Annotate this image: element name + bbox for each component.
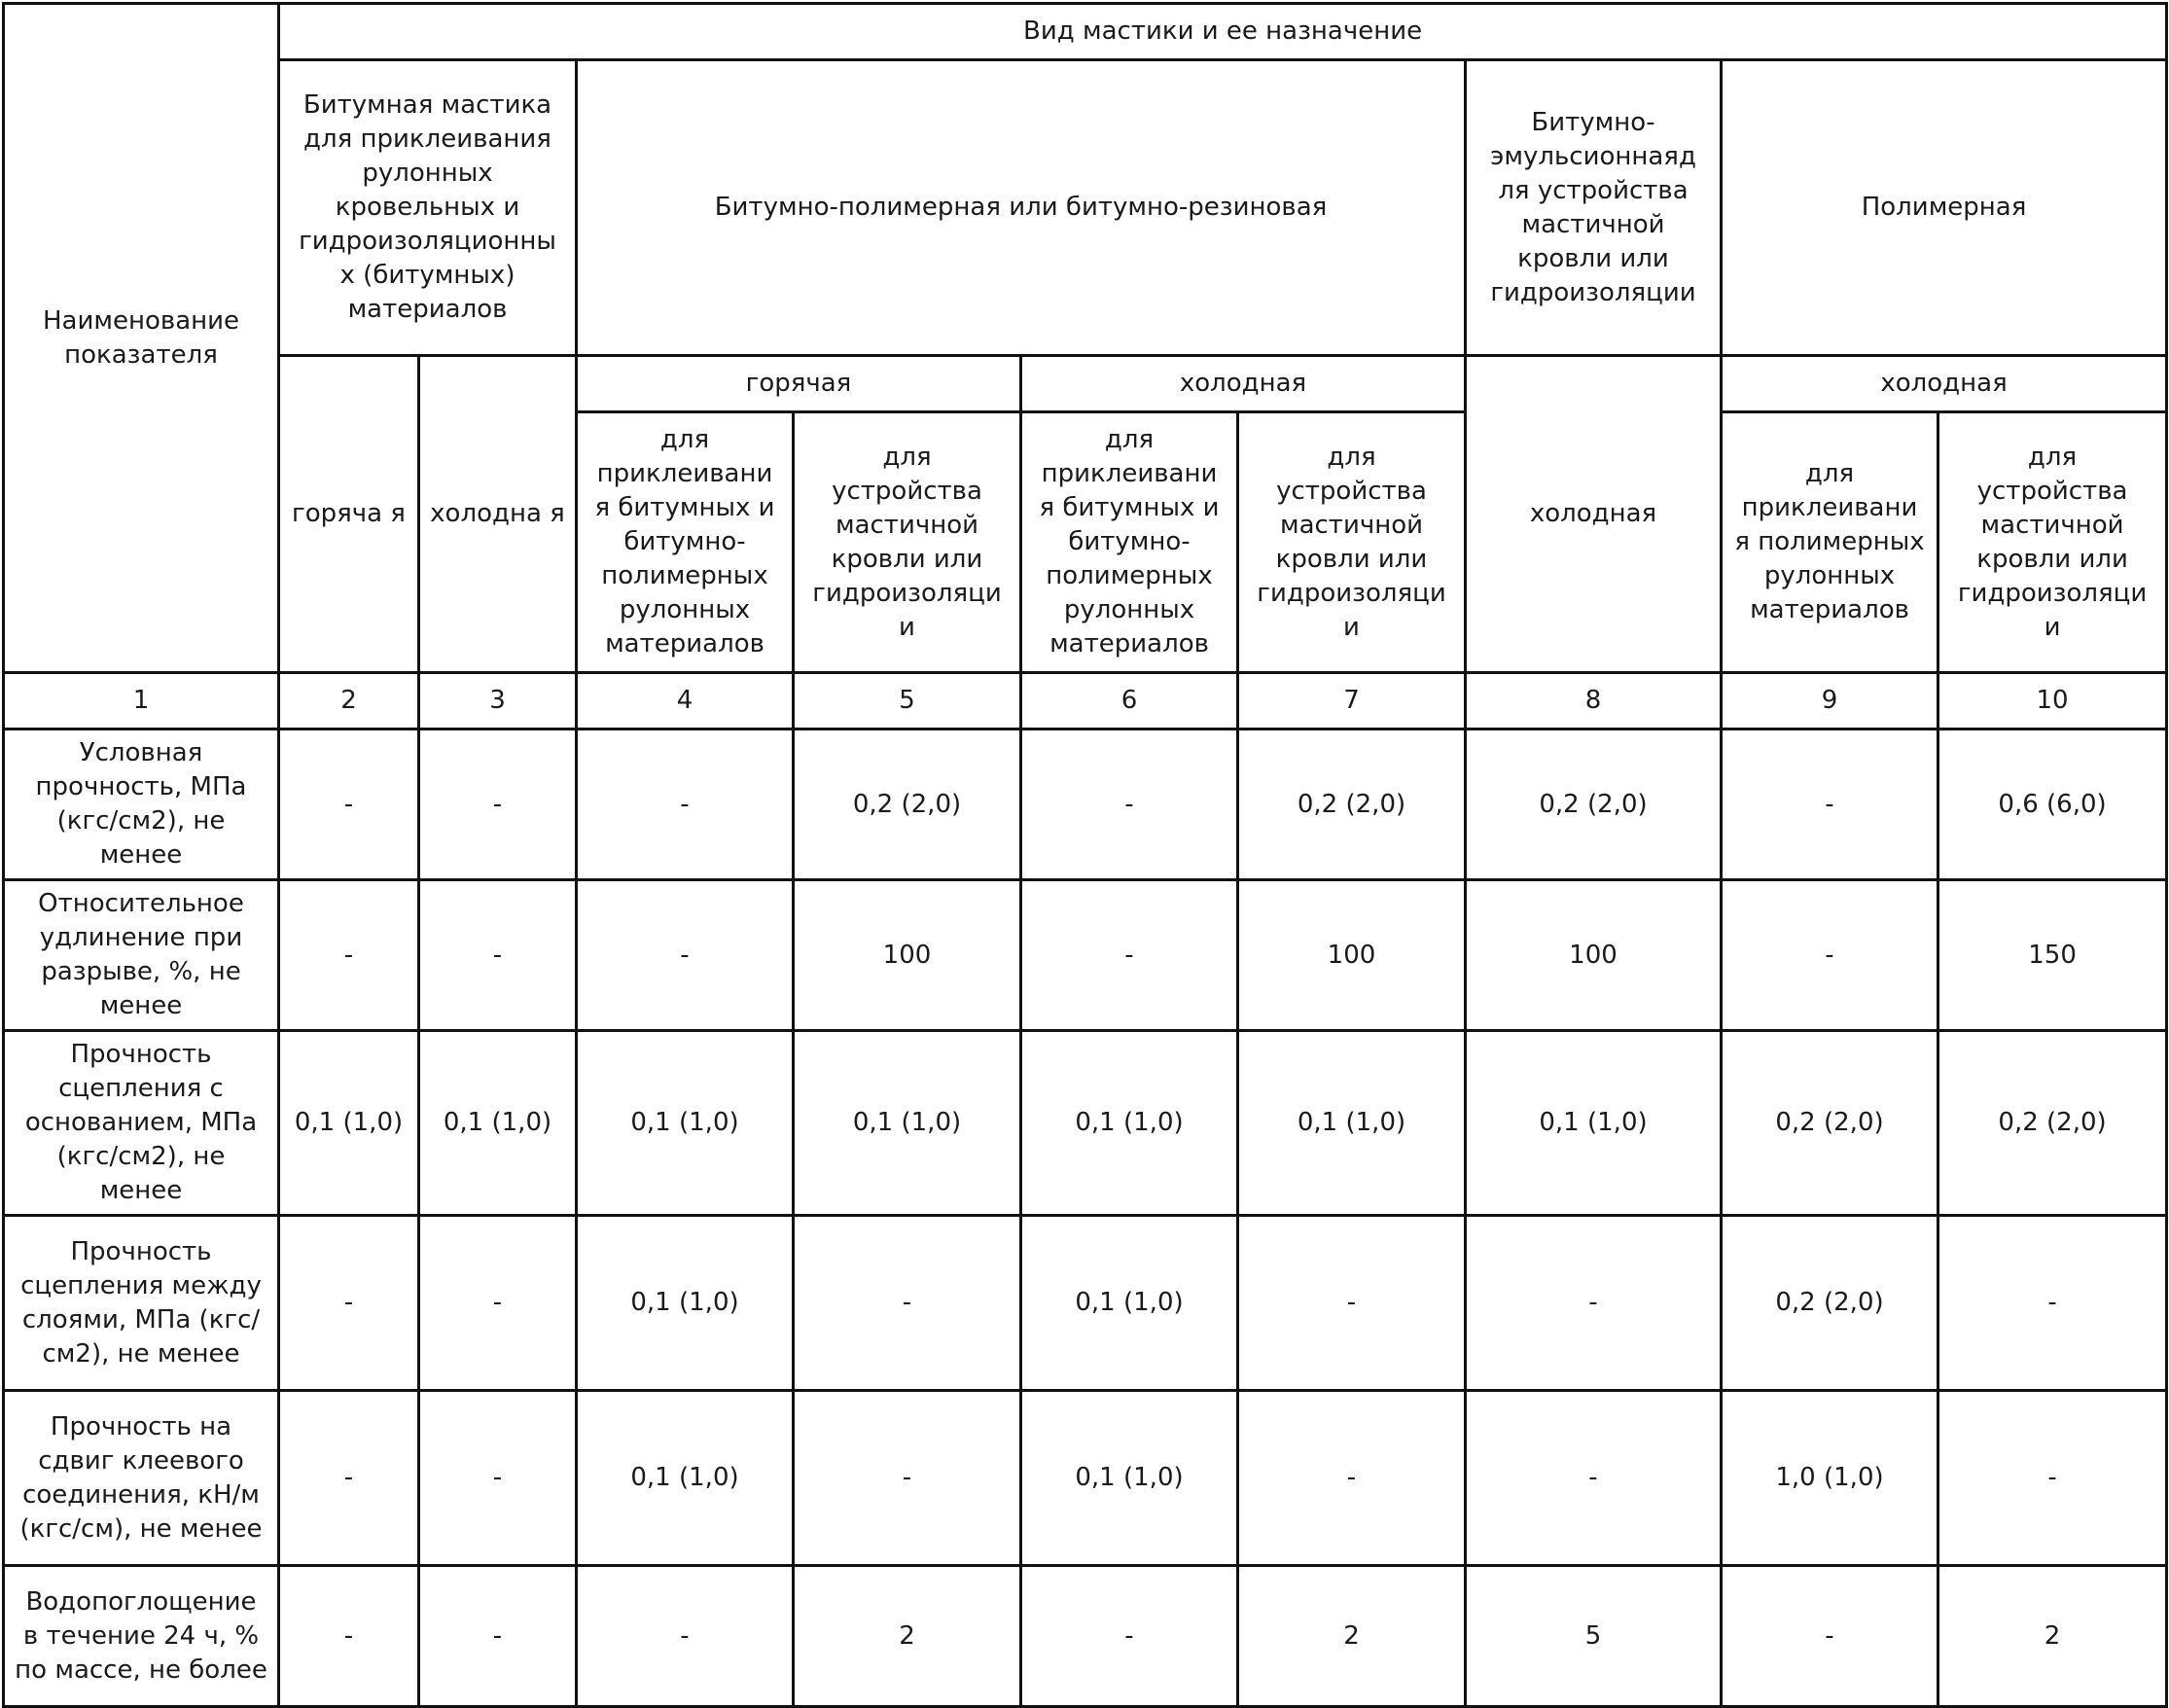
purpose-polymer-roof: для устройства мастичной кровли или гидроизоляци и: [1938, 412, 2167, 673]
table-cell: 0,2 (2,0): [1722, 1216, 1938, 1391]
subgroup-hot-bitumen: горяча я: [279, 356, 419, 673]
table-cell: -: [1466, 1391, 1722, 1566]
table-cell: -: [1466, 1216, 1722, 1391]
column-number: 9: [1722, 673, 1938, 729]
table-cell: -: [1938, 1391, 2167, 1566]
row-parameter-name: Условная прочность, МПа (кгс/см2), не менее: [4, 729, 279, 880]
table-cell: 0,2 (2,0): [1938, 1031, 2167, 1216]
table-cell: -: [419, 880, 577, 1031]
mastic-type-header: Вид мастики и ее назначение: [279, 4, 2167, 60]
table-cell: -: [1722, 880, 1938, 1031]
purpose-bp-cold-glue: для приклеивани я битумных и битумно-полимерных рулонных материалов: [1021, 412, 1238, 673]
table-row: [4, 1566, 2167, 1707]
row-parameter-name: Прочность сцепления между слоями, МПа (кгс/см2), не менее: [4, 1216, 279, 1391]
table-cell: 0,2 (2,0): [1238, 729, 1466, 880]
column-number: 7: [1238, 673, 1466, 729]
table-cell: 100: [794, 880, 1021, 1031]
table-cell: 0,1 (1,0): [1238, 1031, 1466, 1216]
purpose-polymer-glue: для приклеивани я полимерных рулонных материалов: [1722, 412, 1938, 673]
table-cell: -: [419, 1391, 577, 1566]
subgroup-hot-bitumen-polymer: горячая: [577, 356, 1021, 412]
table-cell: -: [279, 1566, 419, 1707]
group-bitumen-emulsion-header: Битумно-эмульсионнаяд ля устройства мастичной кровли или гидроизоляции: [1466, 60, 1722, 356]
table-cell: -: [1021, 880, 1238, 1031]
subgroup-cold-emulsion: холодная: [1466, 356, 1722, 673]
subgroup-cold-polymer: холодная: [1722, 356, 2167, 412]
table-cell: 5: [1466, 1566, 1722, 1707]
column-number: 1: [4, 673, 279, 729]
table-cell: 2: [1238, 1566, 1466, 1707]
table-cell: 0,1 (1,0): [577, 1031, 794, 1216]
subgroup-cold-bitumen: холодна я: [419, 356, 577, 673]
table-cell: 0,1 (1,0): [419, 1031, 577, 1216]
column-number: 5: [794, 673, 1021, 729]
table-cell: 0,1 (1,0): [1466, 1031, 1722, 1216]
group-bitumen-header: Битумная мастика для приклеивания рулонных кровельных и гидроизоляционны х (битумных) материалов: [279, 60, 577, 356]
row-parameter-name: Водопоглощение в течение 24 ч, % по массе, не более: [4, 1566, 279, 1707]
group-bitumen-polymer-header: Битумно-полимерная или битумно-резиновая: [577, 60, 1466, 356]
table-cell: -: [1021, 729, 1238, 880]
table-cell: -: [279, 880, 419, 1031]
table-cell: 0,6 (6,0): [1938, 729, 2167, 880]
table-cell: -: [794, 1391, 1021, 1566]
table-row: [4, 1391, 2167, 1566]
table-cell: 0,1 (1,0): [1021, 1391, 1238, 1566]
table-cell: -: [1938, 1216, 2167, 1391]
table-cell: -: [419, 729, 577, 880]
table-cell: -: [577, 880, 794, 1031]
table-cell: 2: [794, 1566, 1021, 1707]
header-row-1: [4, 4, 2167, 60]
group-polymer-header: Полимерная: [1722, 60, 2167, 356]
row-parameter-name: Прочность на сдвиг клеевого соединения, кН/м (кгс/см), не менее: [4, 1391, 279, 1566]
table-cell: 100: [1466, 880, 1722, 1031]
header-row-2: [4, 60, 2167, 356]
table-cell: 0,1 (1,0): [1021, 1031, 1238, 1216]
table-row: [4, 880, 2167, 1031]
table-cell: 100: [1238, 880, 1466, 1031]
row-parameter-name: Относительное удлинение при разрыве, %, не менее: [4, 880, 279, 1031]
table-cell: -: [577, 729, 794, 880]
purpose-bp-cold-roof: для устройства мастичной кровли или гидроизоляци и: [1238, 412, 1466, 673]
table-cell: 0,1 (1,0): [279, 1031, 419, 1216]
row-parameter-name: Прочность сцепления с основанием, МПа (кгс/см2), не менее: [4, 1031, 279, 1216]
column-number: 4: [577, 673, 794, 729]
table-cell: 0,2 (2,0): [794, 729, 1021, 880]
table-row: [4, 1031, 2167, 1216]
column-number: 3: [419, 673, 577, 729]
table-cell: 0,2 (2,0): [1722, 1031, 1938, 1216]
column-number: 2: [279, 673, 419, 729]
table-cell: 0,1 (1,0): [794, 1031, 1021, 1216]
purpose-bp-hot-roof: для устройства мастичной кровли или гидроизоляци и: [794, 412, 1021, 673]
table-cell: 150: [1938, 880, 2167, 1031]
table-cell: -: [1238, 1391, 1466, 1566]
indicator-name-header: Наименование показателя: [4, 4, 279, 673]
table-cell: -: [279, 1391, 419, 1566]
table-cell: -: [419, 1566, 577, 1707]
mastic-properties-table: [2, 2, 2168, 1708]
subgroup-cold-bitumen-polymer: холодная: [1021, 356, 1466, 412]
table-cell: -: [1238, 1216, 1466, 1391]
table-row: [4, 1216, 2167, 1391]
purpose-bp-hot-glue: для приклеивани я битумных и битумно-полимерных рулонных материалов: [577, 412, 794, 673]
table-cell: -: [279, 729, 419, 880]
column-number: 8: [1466, 673, 1722, 729]
table-cell: 0,1 (1,0): [1021, 1216, 1238, 1391]
table-cell: 0,1 (1,0): [577, 1216, 794, 1391]
column-number: 10: [1938, 673, 2167, 729]
table-cell: 1,0 (1,0): [1722, 1391, 1938, 1566]
table-cell: -: [419, 1216, 577, 1391]
table-cell: -: [1722, 729, 1938, 880]
table-cell: -: [1722, 1566, 1938, 1707]
header-row-3: [4, 356, 2167, 412]
table-cell: 0,2 (2,0): [1466, 729, 1722, 880]
table-cell: 2: [1938, 1566, 2167, 1707]
table-cell: -: [279, 1216, 419, 1391]
table-cell: 0,1 (1,0): [577, 1391, 794, 1566]
table-cell: -: [1021, 1566, 1238, 1707]
table-cell: -: [794, 1216, 1021, 1391]
column-number: 6: [1021, 673, 1238, 729]
column-number-row: [4, 673, 2167, 729]
table-row: [4, 729, 2167, 880]
table-cell: -: [577, 1566, 794, 1707]
